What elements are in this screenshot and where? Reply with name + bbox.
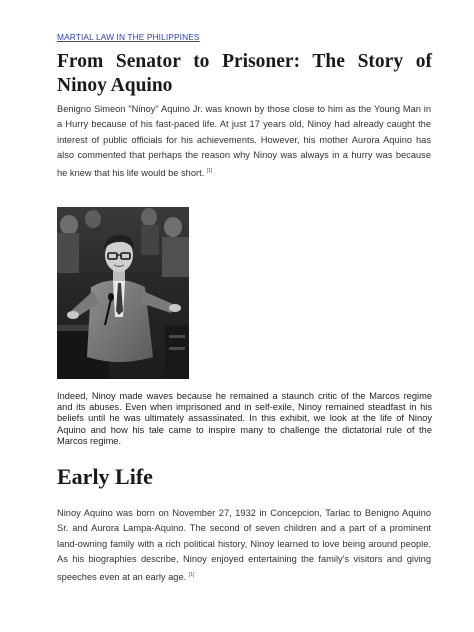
intro-citation[interactable]: [1] <box>206 167 213 174</box>
early-life-citation[interactable]: [1] <box>188 571 195 578</box>
section-heading: Early Life <box>57 464 153 489</box>
intro-paragraph <box>57 102 431 181</box>
early-life-paragraph <box>57 506 431 585</box>
early-life-text: Ninoy Aquino was born on November 27, 1932 in Concepcion, Tarlac to Benigno Aquino Sr. and Aurora Lampa-Aquino. The second of seven children and a part of a prominent land-owning family with a rich political history, Ninoy learned to love being around people. As his biographies describe, Ninoy enjoyed entertaining the family's visitors and giving speeches even at an early age. <box>57 508 431 582</box>
intro-text: Benigno Simeon "Ninoy" Aquino Jr. was known by those close to him as the Young Man in a Hurry because of his fast-paced life. At just 17 years old, Ninoy had already caught the interest of public officials for his achievements. However, his mother Aurora Aquino has also commented that perhaps the reason why Ninoy was always in a hurry was because he knew that his life would be short. <box>57 104 431 178</box>
photo-caption: Indeed, Ninoy made waves because he remained a staunch critic of the Marcos regime and its abuses. Even when imprisoned and in self-exile, Ninoy remained steadfast in his beliefs until he was ultimately assassinated. In this exhibit, we look at the life of Ninoy Aquino and how his tale came to inspire many to challenge the dictatorial rule of the Marcos regime. <box>57 391 432 446</box>
breadcrumb-link[interactable]: MARTIAL LAW IN THE PHILIPPINES <box>57 32 200 42</box>
page-title: From Senator to Prisoner: The Story of Ninoy Aquino <box>57 51 432 96</box>
photo-illustration <box>57 207 189 379</box>
ninoy-aquino-photo <box>57 207 189 379</box>
